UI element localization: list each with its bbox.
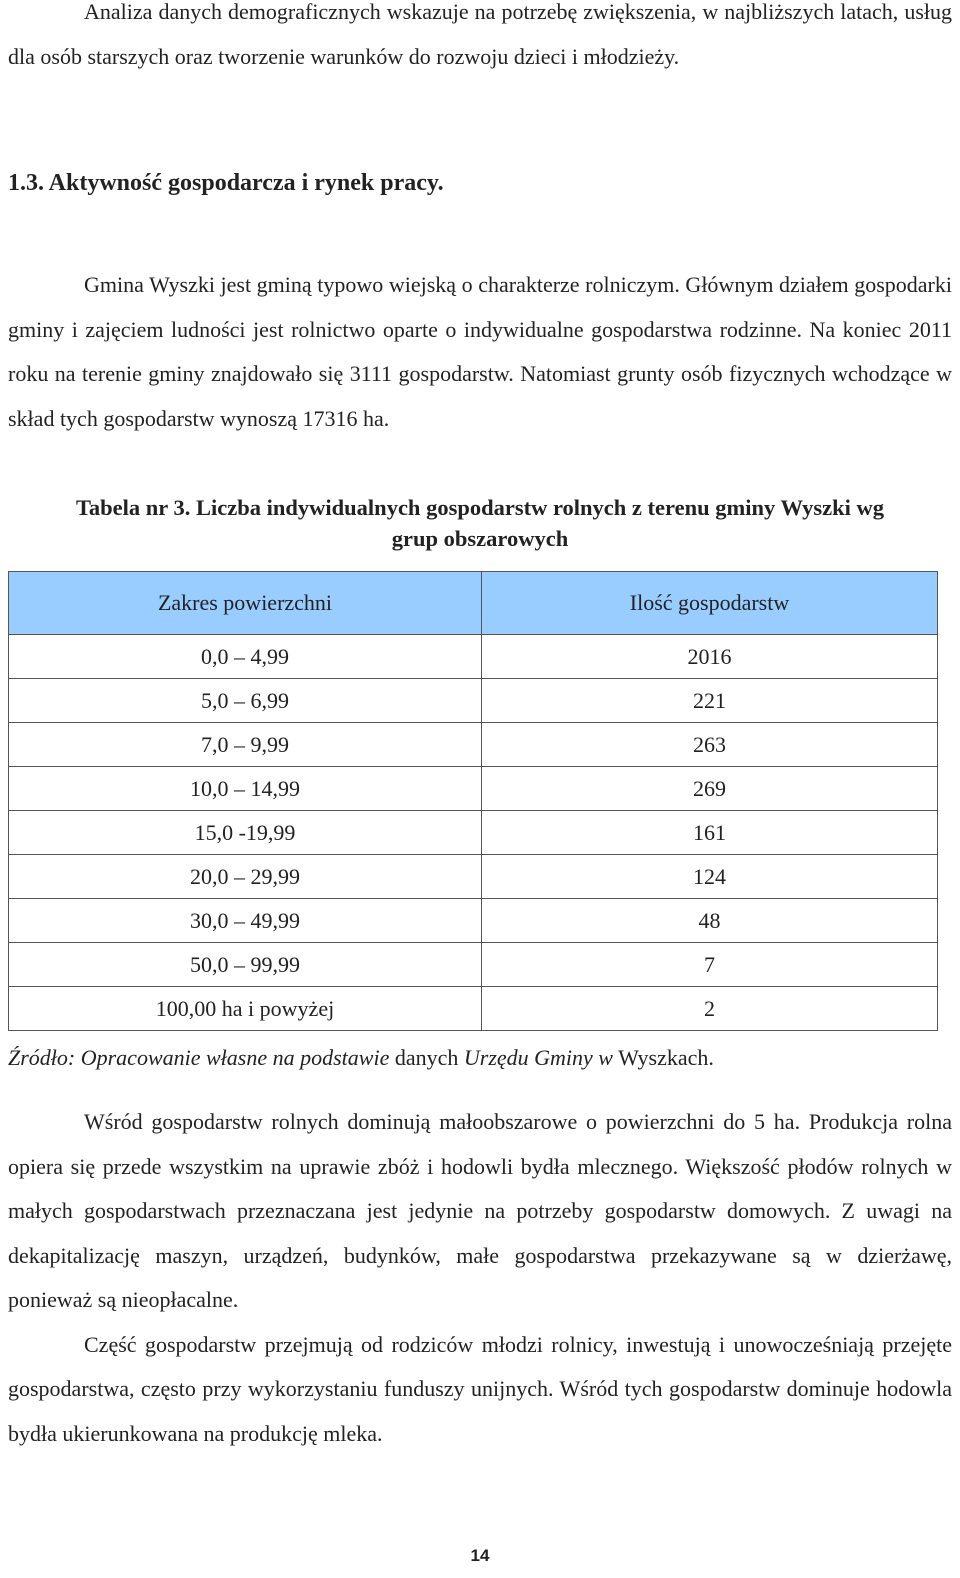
paragraph-4: Część gospodarstw przejmują od rodziców młodzi rolnicy, inwestują i unowocześniają przejęte gospodarstwa, często przy wykorzystaniu funduszy unijnych. Wśród tych gospodarstw dominuje hodowla bydła ukierunkowana na produkcję mleka. — [8, 1331, 952, 1446]
closing-section — [8, 1100, 952, 1456]
cell-farm-count: 161 — [482, 811, 938, 855]
source-part3: Urzędu Gminy w — [463, 1045, 613, 1070]
table-header-row — [9, 572, 938, 635]
cell-area-range: 50,0 – 99,99 — [9, 943, 482, 987]
cell-farm-count: 221 — [482, 679, 938, 723]
farms-table — [8, 571, 938, 1031]
source-part4: Wyszkach. — [612, 1045, 714, 1070]
cell-area-range: 20,0 – 29,99 — [9, 855, 482, 899]
cell-area-range: 30,0 – 49,99 — [9, 899, 482, 943]
table-source — [8, 1045, 714, 1071]
table-caption — [8, 492, 952, 554]
table-caption-line2: grup obszarowych — [391, 526, 569, 551]
cell-area-range: 5,0 – 6,99 — [9, 679, 482, 723]
intro-paragraph: Analiza danych demograficznych wskazuje na potrzebę zwiększenia, w najbliższych latach, usług dla osób starszych oraz tworzenie warunków do rozwoju dzieci i młodzieży. — [8, 0, 952, 69]
cell-area-range: 10,0 – 14,99 — [9, 767, 482, 811]
cell-area-range: 100,00 ha i powyżej — [9, 987, 482, 1031]
cell-farm-count: 269 — [482, 767, 938, 811]
cell-farm-count: 48 — [482, 899, 938, 943]
source-part1: Źródło: Opracowanie własne na podstawie — [8, 1045, 390, 1070]
table-row — [9, 987, 938, 1031]
table-row — [9, 767, 938, 811]
cell-farm-count: 124 — [482, 855, 938, 899]
page-number: 14 — [470, 1546, 490, 1565]
table-row — [9, 679, 938, 723]
cell-farm-count: 2 — [482, 987, 938, 1031]
table-row — [9, 943, 938, 987]
cell-farm-count: 7 — [482, 943, 938, 987]
section-heading: 1.3. Aktywność gospodarcza i rynek pracy. — [8, 170, 444, 196]
cell-area-range: 0,0 – 4,99 — [9, 635, 482, 679]
cell-farm-count: 263 — [482, 723, 938, 767]
table-row — [9, 723, 938, 767]
source-part2: danych — [389, 1045, 464, 1070]
table-row — [9, 635, 938, 679]
cell-farm-count: 2016 — [482, 635, 938, 679]
cell-area-range: 15,0 -19,99 — [9, 811, 482, 855]
section-paragraph: Gmina Wyszki jest gminą typowo wiejską o charakterze rolniczym. Głównym działem gospodarki gminy i zajęciem ludności jest rolnictwo oparte o indywidualne gospodarstwa rodzinne. Na koniec 2011 roku na terenie gminy znajdowało się 3111 gospodarstw. Natomiast grunty osób fizycznych wchodzące w skład tych gospodarstw wynoszą 17316 ha. — [8, 272, 952, 431]
header-area-range: Zakres powierzchni — [9, 572, 482, 635]
table-row — [9, 855, 938, 899]
cell-area-range: 7,0 – 9,99 — [9, 723, 482, 767]
table-row — [9, 899, 938, 943]
table-caption-line1: Tabela nr 3. Liczba indywidualnych gospodarstw rolnych z terenu gminy Wyszki wg — [75, 495, 885, 520]
paragraph-3: Wśród gospodarstw rolnych dominują małoobszarowe o powierzchni do 5 ha. Produkcja rolna opiera się przede wszystkim na uprawie zbóż i hodowli bydła mlecznego. Większość płodów rolnych w małych gospodarstwach przeznaczana jest jedynie na potrzeby gospodarstw domowych. Z uwagi na dekapitalizację maszyn, urządzeń, budynków, małe gospodarstwa przekazywane są w dzierżawę, ponieważ są nieopłacalne. — [8, 1109, 952, 1312]
table-row — [9, 811, 938, 855]
header-farm-count: Ilość gospodarstw — [482, 572, 938, 635]
